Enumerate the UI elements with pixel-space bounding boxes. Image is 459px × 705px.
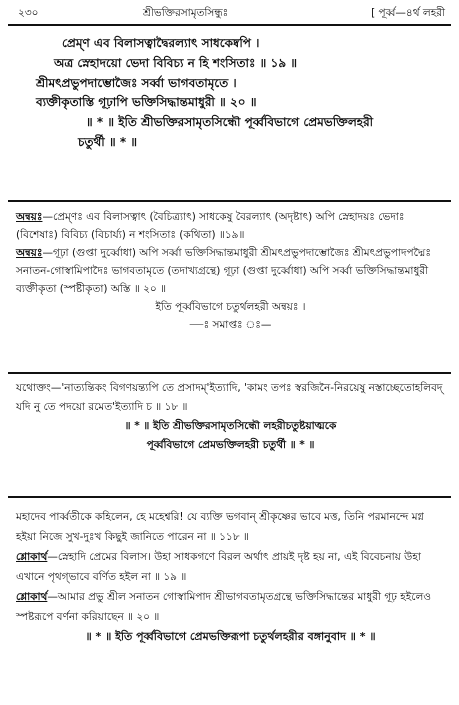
translation-118: মহাদেব পার্ব্বতীকে কহিলেন, হে মহেশ্বরি! যে ব্যক্তি ভগবান্ শ্রীকৃষ্ণের ভাবে মত্ত, তিনি পরমানন্দে মগ্ন হইয়া নিজে সুখ-দুঃখ কিছুই জানিতে পারেন না ॥ ১১৮ ॥ (16, 511, 424, 543)
shlokartha-label-1: শ্লোকার্থ (16, 551, 48, 563)
translation-colophon: ॥ * ॥ ইতি পূর্ব্ববিভাগে প্রেমভক্তিরূপা চতুর্থলহরীর বঙ্গানুবাদ ॥ * ॥ (85, 630, 376, 643)
anvaya-paragraph-1 (16, 208, 445, 244)
translation-19-text: —স্নেহাদি প্রেমের বিলাস। উহা সাধকগণে বিরল অর্থাৎ প্রায়ই দৃষ্ট হয় না, এই বিবেচনায় উহা এখানে পৃথগ্ভাবে বর্ণিত হইল না ॥ ১৯ ॥ (16, 551, 421, 583)
section-rule-1 (8, 200, 451, 202)
anvaya-finished: —ঃ সমাপ্তঃ ঃ— (189, 319, 272, 331)
page-number: ২৩০ (18, 7, 39, 19)
translation-20 (16, 587, 445, 627)
anvaya-paragraph-2 (16, 244, 445, 298)
translation-19 (16, 547, 445, 587)
quote-colophon-2: পূর্ব্ববিভাগে প্রেমভক্তিলহরী চতুর্থী ॥ * ॥ (146, 439, 315, 451)
verse-colophon-1: ॥ * ॥ ইতি শ্রীভক্তিরসামৃতসিন্ধৌ পূর্ব্ববিভাগে প্রেমভক্তিলহরী (85, 115, 374, 130)
verse-line-4: ব্যক্তীকৃতাস্তি গূঢ়াপি ভক্তিসিদ্ধান্তমাধুরী ॥ ২০ ॥ (36, 95, 257, 110)
shlokartha-label-2: শ্লোকার্থ (16, 591, 48, 603)
quote-colophon-1: ॥ * ॥ ইতি শ্রীভক্তিরসামৃতসিন্ধৌ লহরীচতুষ্টয়াত্মকে (124, 420, 337, 432)
sanskrit-verse (16, 34, 443, 153)
anvaya-label: অন্বয়ঃ (16, 211, 43, 223)
anvaya-text-2: —গূঢ়া (গুপ্তা দুর্ব্বোধা) অপি সর্ব্বা ভক্তিসিদ্ধান্তমাধুরী শ্রীমৎপ্রভুপদাম্ভোজৈঃ শ্রীমৎপ্রভুপাদপদ্মৈঃ সনাতন-গোস্বামিপাদৈঃ ভাগবতামৃতে (তদাখ্যগ্রন্থে) গূঢ়া (গুপ্তা দুর্ব্বোধা) অপি সর্ব্বা ভক্তিসিদ্ধান্তমাধুরী ব্যক্তীকৃতা (স্পষ্টীকৃতা) অস্তি ॥ ২০ ॥ (16, 247, 431, 295)
book-title: শ্রীভক্তিরসামৃতসিন্ধুঃ (143, 7, 229, 19)
header-rule (8, 24, 451, 26)
verse-line-2: অত্র স্নেহাদয়ো ভেদা বিবিচ্য ন হি শংসিতাঃ ॥ ১৯ ॥ (54, 55, 298, 70)
verse-line-1: প্রেম্ণ এব বিলাসত্বাদ্বৈরল্যাৎ সাধকেষ্বপি । (62, 36, 260, 50)
page-header (8, 2, 451, 22)
section-label: [ পূর্ব্ব—৪র্থ লহরী (371, 7, 445, 19)
quote-text: যথোক্তং—'নাত্যন্তিকং বিগণয়ন্ত্যপি তে প্রসাদম্'ইত্যাদি, 'কামং তপঃ স্বরজিনৈ-নিরয়েষু নস্তাচ্ছেতোহলিবদ্ যদি নু তে পদয়ো রমেত'ইত্যাদি চ ॥ ১৮ ॥ (16, 382, 443, 413)
translation-20-text: —আমার প্রভু শ্রীল সনাতন গোস্বামিপাদ শ্রীভাগবতামৃতগ্রন্থে ভক্তিসিদ্ধান্তের মাধুরী গূঢ় হইলেও স্পষ্টরূপে বর্ণনা করিয়াছেন ॥ ২০ ॥ (16, 591, 432, 623)
bengali-translation (16, 507, 445, 647)
verse-line-3: শ্রীমৎপ্রভুপদাম্ভোজৈঃ সর্ব্বা ভাগবতামৃতে । (36, 75, 237, 90)
section-rule-2 (8, 372, 451, 374)
anvaya-commentary (16, 208, 445, 334)
anvaya-end: ইতি পূর্ব্ববিভাগে চতুর্থলহরী অন্বয়ঃ । (155, 301, 306, 313)
scripture-quote (16, 379, 445, 455)
section-rule-3 (8, 496, 451, 498)
anvaya-label-2: অন্বয়ঃ (16, 247, 43, 259)
verse-colophon-2: চতুর্থী ॥ * ॥ (78, 134, 138, 149)
anvaya-text-1: —প্রেম্ণঃ এব বিলাসত্বাৎ (বৈচিত্র্যাৎ) সাধকেষু বৈরল্যাৎ (অদৃষ্টাৎ) অপি স্নেহাদয়ঃ ভেদাঃ (বিশেষাঃ) বিবিচ্য (বিচার্য্য) ন শংসিতাঃ (কথিতা) ॥১৯॥ (16, 211, 405, 241)
